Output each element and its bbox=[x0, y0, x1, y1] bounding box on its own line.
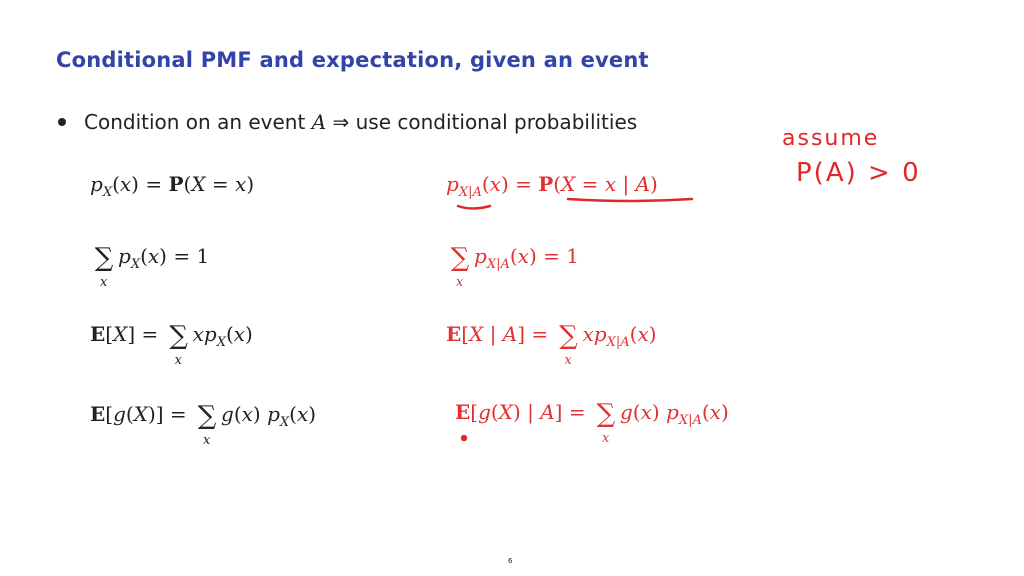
annotation-assume: assume bbox=[782, 126, 880, 151]
conditional-expected-value-rule-equation: E[g(X) | A] = ∑ x g(x) $p_{X|A}(x)$ bbox=[455, 399, 729, 446]
bullet-variable: A bbox=[311, 110, 327, 134]
bullet-text-post: use conditional probabilities bbox=[355, 110, 638, 134]
conditional-expectation-equation: E[X | A] = ∑ x $xp_{X|A}(x)$ bbox=[446, 321, 657, 368]
slide-title: Conditional PMF and expectation, given an event bbox=[56, 48, 649, 72]
conditional-pmf-normalization-equation: ∑ x $p_{X|A}(x) = 1$ bbox=[450, 243, 579, 290]
pmf-definition-equation: $p_X(x) = P(X = x)$ bbox=[90, 172, 255, 200]
implies-arrow: ⇒ bbox=[326, 110, 356, 134]
underline-conditional-probability bbox=[568, 199, 692, 201]
ink-dot bbox=[461, 435, 467, 441]
pmf-normalization-equation: ∑ x $p_X(x) = 1$ bbox=[94, 243, 210, 290]
expectation-equation: E[X] = ∑ x $xp_X(x)$ bbox=[90, 321, 253, 368]
conditional-pmf-definition-equation: $p_{X|A}(x) = P(X = x$ | A) bbox=[446, 172, 658, 200]
bullet-text-pre: Condition on an event bbox=[84, 110, 312, 134]
page-number: 6 bbox=[508, 557, 513, 565]
annotation-positive-probability: P(A) > 0 bbox=[796, 158, 921, 188]
expected-value-rule-equation: E[g(X)] = ∑ x g(x) $p_X(x)$ bbox=[90, 401, 317, 448]
underline-conditional-subscript bbox=[458, 206, 490, 209]
